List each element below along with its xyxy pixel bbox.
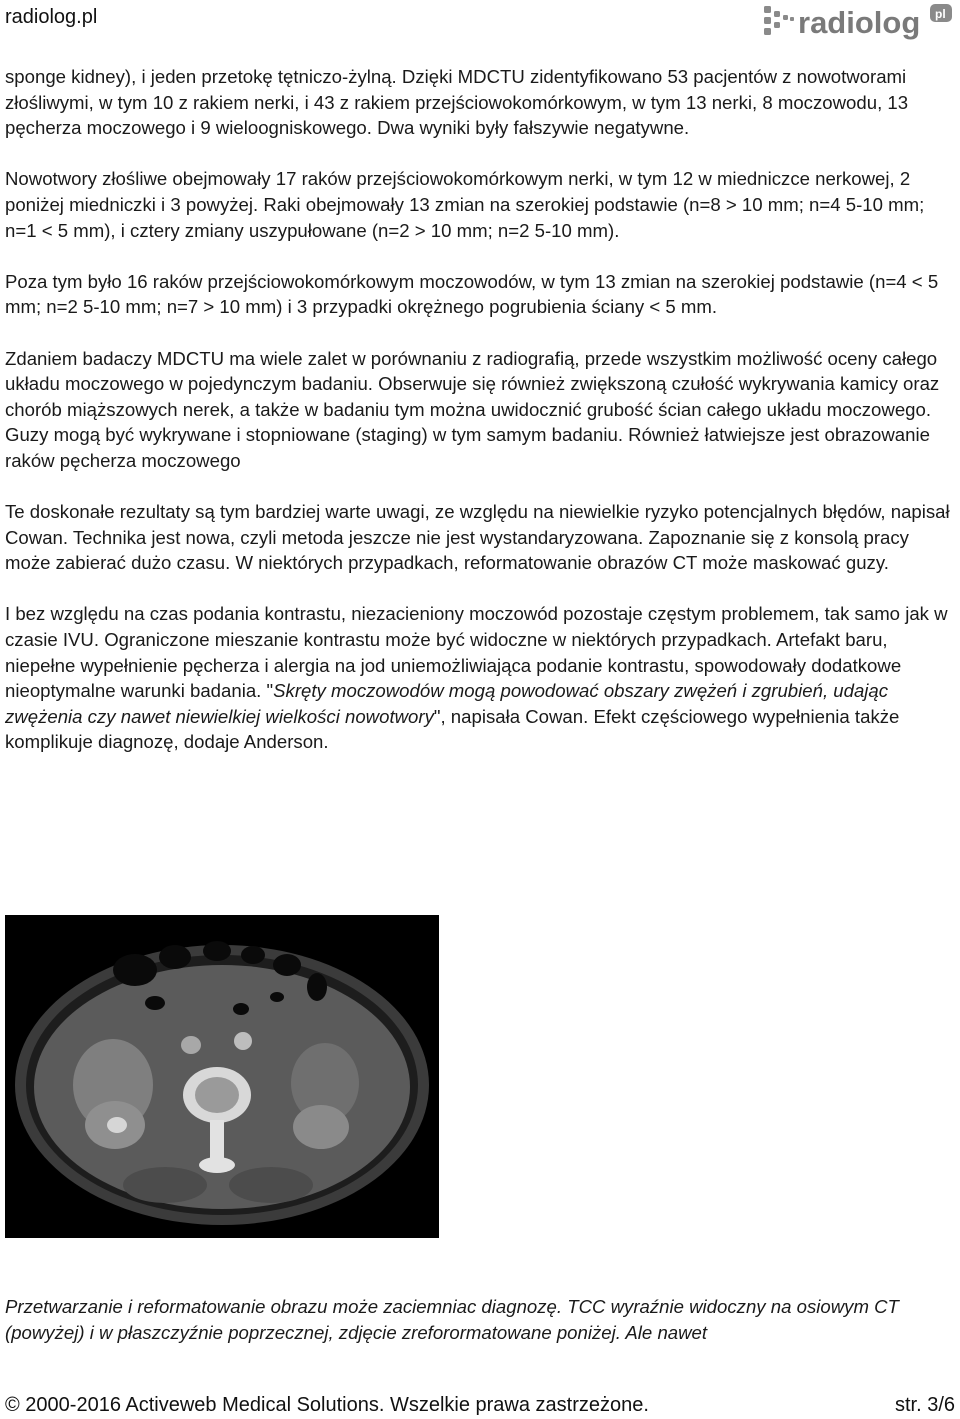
copyright-text: © 2000-2016 Activeweb Medical Solutions. Wszelkie prawa zastrzeżone. — [5, 1394, 649, 1416]
paragraph — [5, 601, 957, 755]
quote-italic: Skręty moczowodów mogą powodować obszary zwężeń i zgrubień, udając zwężenia czy nawet niewielkiej wielkości nowotwory — [5, 680, 889, 727]
paragraph-text: I bez względu na czas podania kontrastu, niezacieniony moczowód pozostaje częstym problemem, tak samo jak w czasie IVU. Ograniczone mieszanie kontrastu może być widoczne w niektórych przypadkach. Artefakt baru, niepełne wypełnienie pęcherza i alergia na jod uniemożliwiająca podanie kontrastu, spowodowały dodatkowe nieoptymalne warunki badania. " — [5, 603, 948, 702]
logo-text: radiolog — [798, 5, 921, 40]
paragraph: sponge kidney), i jeden przetokę tętniczo-żylną. Dzięki MDCTU zidentyfikowano 53 pacjentów z nowotworami złośliwymi, w tym 10 z rakiem nerki, i 43 z rakiem przejściowokomórkowym, w tym 13 nerki, 8 moczowodu, 13 pęcherza moczowego i 9 wieloogniskowego. Dwa wyniki były fałszywie negatywne. — [5, 66, 909, 139]
ct-scan-image — [5, 915, 439, 1238]
paragraph: Zdaniem badaczy MDCTU ma wiele zalet w porównaniu z radiografią, przede wszystkim możliwość oceny całego układu moczowego w pojedynczym badaniu. Obserwuje się również zwiększoną czułość wykrywania kamicy oraz chorób miąższowych nerek, a także w badaniu tym można uwidocznić grubość ścian całego układu moczowego. Guzy mogą być wykrywane i stopniowane (staging) w tym samym badaniu. Również łatwiejsze jest obrazowanie raków pęcherza moczowego — [5, 347, 940, 471]
radiolog-logo — [762, 0, 958, 44]
paragraph: Te doskonałe rezultaty są tym bardziej warte uwagi, ze względu na niewielkie ryzyko potencjalnych błędów, napisał Cowan. Technika jest nowa, czyli metoda jeszcze nie jest wystandaryzowana. Zapoznanie się z konsolą pracy może zabierać dużo czasu. W niektórych przypadkach, reformatowanie obrazów CT może maskować guzy. — [5, 501, 950, 574]
site-name: radiolog.pl — [5, 6, 98, 28]
page-footer — [5, 1394, 955, 1417]
logo-suffix: pl — [935, 7, 946, 21]
paragraph: Poza tym było 16 raków przejściowokomórkowym moczowodów, w tym 13 zmian na szerokiej podstawie (n=4 < 5 mm; n=2 5-10 mm; n=7 > 10 mm) i 3 przypadki okrężnego pogrubienia ściany < 5 mm. — [5, 270, 939, 318]
article-body — [5, 64, 957, 755]
paragraph: Nowotwory złośliwe obejmowały 17 raków przejściowokomórkowym nerki, w tym 12 w miedniczce nerkowej, 2 poniżej miedniczki i 3 powyżej. Raki obejmowały 13 zmian na szerokiej podstawie (n=8 > 10 mm; n=4 5-10 mm; n=1 < 5 mm), i cztery zmiany uszypułowane (n=2 > 10 mm; n=2 5-10 mm). — [5, 168, 925, 241]
figure-caption: Przetwarzanie i reformatowanie obrazu może zaciemniac diagnozę. TCC wyraźnie widoczny na osiowym CT (powyżej) i w płaszczyźnie poprzecznej, zdjęcie zreforormatowane poniżej. Ale nawet — [5, 1296, 899, 1343]
page-number: str. 3/6 — [894, 1394, 955, 1416]
paragraph-text: ", napisała Cowan. Efekt częściowego wypełnienia także komplikuje diagnozę, dodaje Anderson. — [5, 705, 900, 753]
